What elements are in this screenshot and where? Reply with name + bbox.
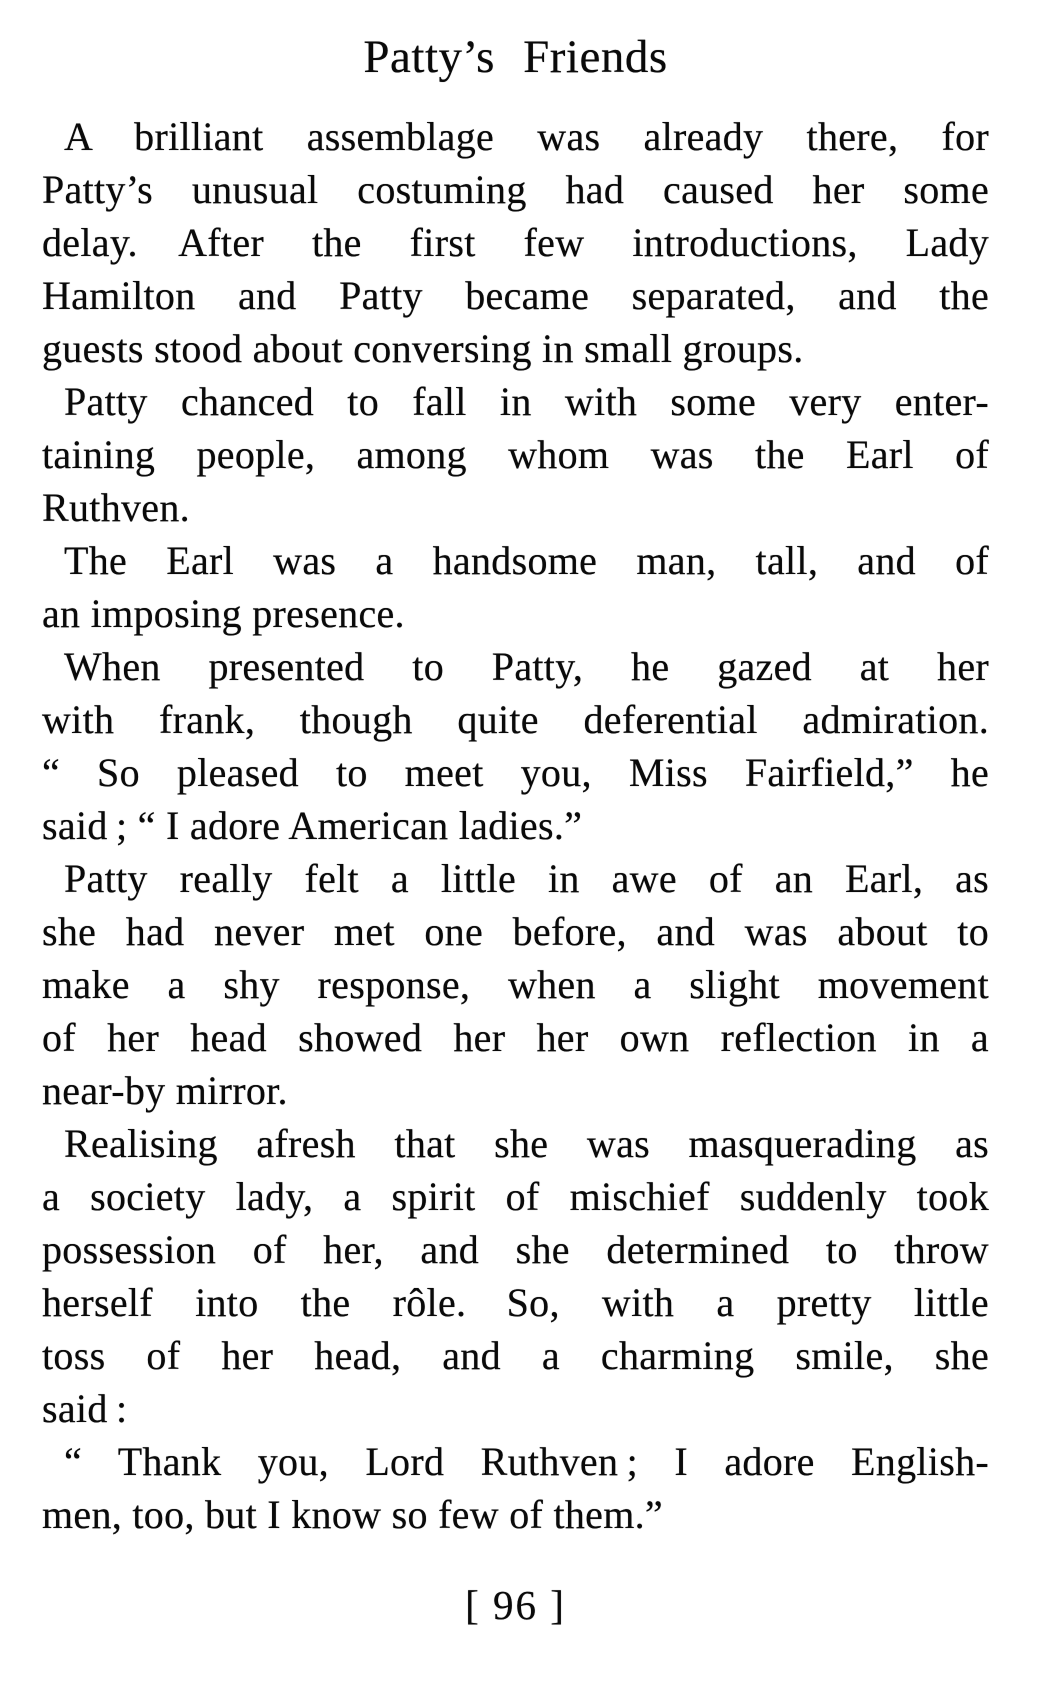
text-line: Hamilton and Patty became separated, and the [42, 273, 989, 318]
paragraph [42, 852, 989, 1117]
text-line: “ Thank you, Lord Ruthven ; I adore English- [64, 1439, 989, 1484]
page-title: Patty’s Friends [363, 31, 668, 83]
text-line: delay. After the first few introductions, Lady [42, 220, 989, 265]
text-line: said : [42, 1386, 128, 1431]
text-line: of her head showed her her own reflection in a [42, 1015, 989, 1060]
text-line: “ So pleased to meet you, Miss Fairfield,” he [42, 750, 989, 795]
paragraph [42, 375, 989, 534]
text-line: Realising afresh that she was masquerading as [64, 1121, 989, 1166]
text-line: with frank, though quite deferential admiration. [42, 697, 989, 742]
text-line: make a shy response, when a slight movement [42, 962, 989, 1007]
page-number: [ 96 ] [465, 1582, 566, 1628]
text-line: guests stood about conversing in small groups. [42, 326, 804, 371]
text-line: toss of her head, and a charming smile, she [42, 1333, 989, 1378]
body-text [42, 110, 989, 1541]
paragraph [42, 534, 989, 640]
paragraph [42, 1117, 989, 1435]
paragraph [42, 640, 989, 852]
text-line: taining people, among whom was the Earl of [42, 432, 989, 477]
text-line: The Earl was a handsome man, tall, and of [64, 538, 989, 583]
paragraph [42, 1435, 989, 1541]
text-line: a society lady, a spirit of mischief suddenly took [42, 1174, 989, 1219]
text-line: possession of her, and she determined to throw [42, 1227, 989, 1272]
text-line: A brilliant assemblage was already there, for [64, 114, 989, 159]
text-line: Patty’s unusual costuming had caused her some [42, 167, 989, 212]
text-line: herself into the rôle. So, with a pretty little [42, 1280, 989, 1325]
paragraph [42, 110, 989, 375]
text-line: Patty chanced to fall in with some very enter- [64, 379, 989, 424]
text-line: Ruthven. [42, 485, 190, 530]
text-line: Patty really felt a little in awe of an Earl, as [64, 856, 989, 901]
text-line: When presented to Patty, he gazed at her [64, 644, 989, 689]
text-line: men, too, but I know so few of them.” [42, 1492, 663, 1537]
text-line: said ; “ I adore American ladies.” [42, 803, 583, 848]
text-line: near-by mirror. [42, 1068, 288, 1113]
text-line: an imposing presence. [42, 591, 405, 636]
text-line: she had never met one before, and was about to [42, 909, 989, 954]
